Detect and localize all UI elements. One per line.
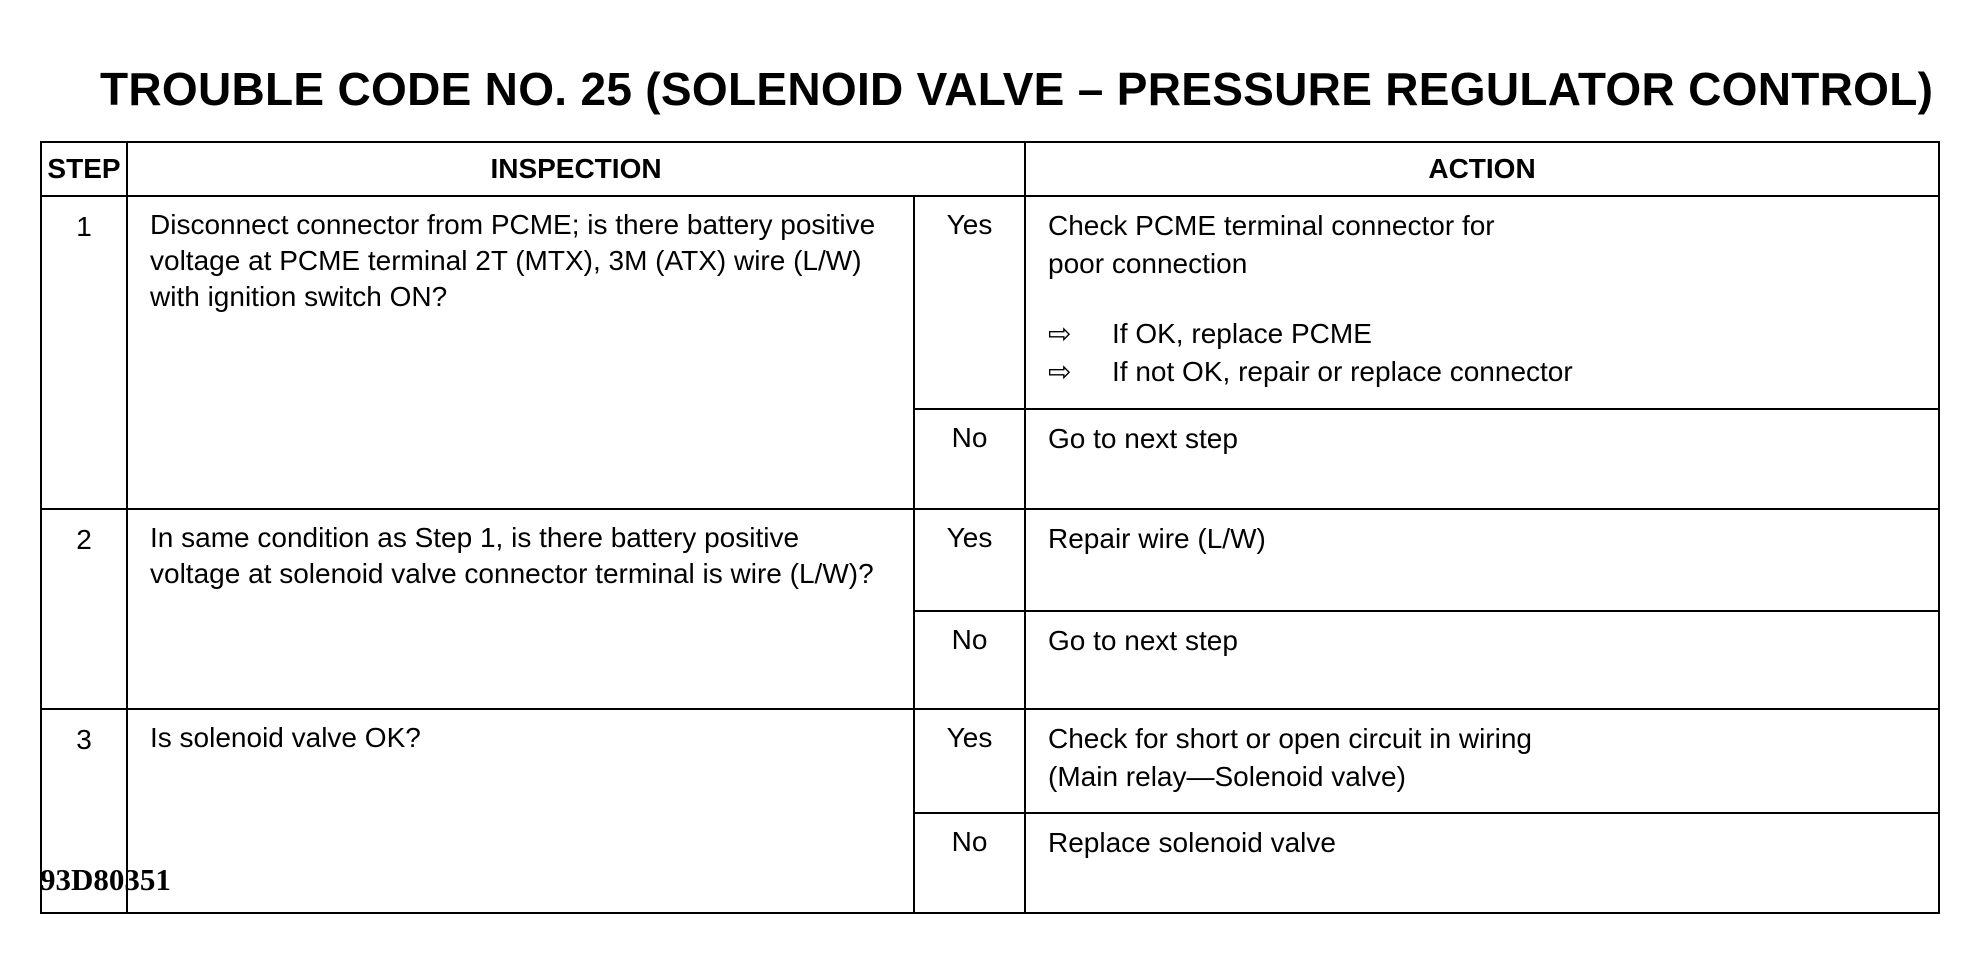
no-label: No xyxy=(914,813,1025,913)
action-line: poor connection xyxy=(1048,248,1248,279)
action-bullet xyxy=(1048,315,1918,353)
hollow-right-arrow-icon: ⇨ xyxy=(1048,318,1072,349)
action-bullet xyxy=(1048,353,1918,391)
step-number: 1 xyxy=(41,196,127,509)
trouble-code-table xyxy=(40,141,1940,914)
table-row xyxy=(41,196,1939,409)
header-action: ACTION xyxy=(1025,142,1939,196)
step-number: 2 xyxy=(41,509,127,709)
action-cell xyxy=(1025,196,1939,409)
inspection-text: In same condition as Step 1, is there battery positive voltage at solenoid valve connector terminal is wire (L/W)? xyxy=(127,509,914,709)
action-cell: Repair wire (L/W) xyxy=(1025,509,1939,611)
no-label: No xyxy=(914,611,1025,709)
yes-label: Yes xyxy=(914,709,1025,813)
action-cell: Go to next step xyxy=(1025,611,1939,709)
hollow-right-arrow-icon: ⇨ xyxy=(1048,356,1072,387)
step-number: 3 xyxy=(41,709,127,913)
inspection-text: Is solenoid valve OK? xyxy=(127,709,914,913)
header-row xyxy=(41,142,1939,196)
page-title: TROUBLE CODE NO. 25 (SOLENOID VALVE – PRESSURE REGULATOR CONTROL) xyxy=(100,63,1934,115)
table-row xyxy=(41,709,1939,813)
inspection-text: Disconnect connector from PCME; is there battery positive voltage at PCME terminal 2T (MTX), 3M (ATX) wire (L/W) with ignition switch ON? xyxy=(127,196,914,509)
action-cell xyxy=(1025,709,1939,813)
bullet-text: If not OK, repair or replace connector xyxy=(1112,356,1573,387)
no-label: No xyxy=(914,409,1025,509)
action-line: (Main relay—Solenoid valve) xyxy=(1048,761,1406,792)
table-row xyxy=(41,509,1939,611)
action-cell: Replace solenoid valve xyxy=(1025,813,1939,913)
yes-label: Yes xyxy=(914,509,1025,611)
figure-id: 93D80351 xyxy=(40,862,171,897)
header-step: STEP xyxy=(41,142,127,196)
yes-label: Yes xyxy=(914,196,1025,409)
action-line: Check PCME terminal connector for xyxy=(1048,210,1495,241)
action-cell: Go to next step xyxy=(1025,409,1939,509)
action-line: Check for short or open circuit in wiring xyxy=(1048,723,1532,754)
header-inspection: INSPECTION xyxy=(127,142,1025,196)
bullet-text: If OK, replace PCME xyxy=(1112,318,1372,349)
